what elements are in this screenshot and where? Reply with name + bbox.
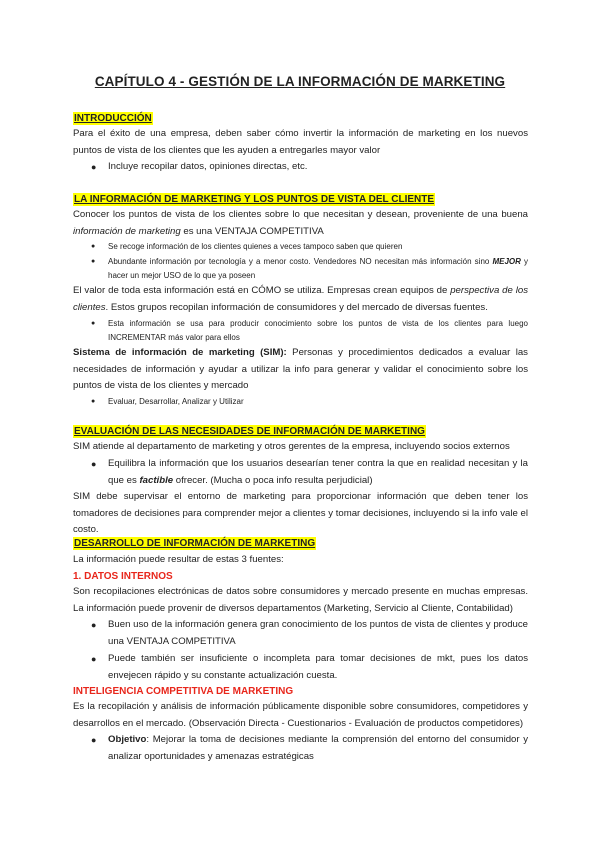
puntos-paragraph-1: [73, 207, 528, 240]
eval-bullet-1-bold-italic: factible: [139, 474, 174, 486]
desarrollo-bullet-3-text: : Mejorar la toma de decisiones mediante la comprensión del entorno del consumidor y analizar oportunidades y amenazas estratégicas: [108, 734, 528, 762]
desarrollo-bullet-3: [108, 732, 528, 765]
subheading-datos-internos: 1. DATOS INTERNOS: [73, 571, 173, 582]
sim-definition: [73, 345, 528, 395]
heading-introduccion: INTRODUCCIÓN: [74, 113, 152, 124]
bullet-icon: ●: [91, 735, 97, 745]
bullet-icon: ●: [91, 620, 97, 630]
puntos-bullet-4: Evaluar, Desarrollar, Analizar y Utilizar: [108, 397, 244, 406]
puntos-para2-text: El valor de toda esta información está en CÓMO se utiliza. Empresas crean equipos de: [73, 285, 451, 296]
eval-bullet-1-text-end: ofrecer. (Mucha o poca info resulta perjudicial): [173, 474, 373, 486]
desarrollo-paragraph-1: La información puede resultar de estas 3 fuentes:: [73, 554, 284, 565]
puntos-para2-italic: perspectiva de los clientes: [73, 285, 528, 313]
bullet-icon: ●: [91, 258, 96, 265]
bullet-icon: ●: [91, 162, 97, 172]
puntos-bullet-1: Se recoge información de los clientes quienes a veces tampoco saben que quieren: [108, 242, 403, 251]
heading-desarrollo-informacion: DESARROLLO DE INFORMACIÓN DE MARKETING: [74, 538, 316, 549]
heading-evaluacion-necesidades: EVALUACIÓN DE LAS NECESIDADES DE INFORMACIÓN DE MARKETING: [74, 426, 425, 437]
bullet-icon: ●: [91, 243, 96, 250]
puntos-bullet-2-text: Abundante información por tecnología y a menor costo. Vendedores NO necesitan más información sino: [108, 257, 493, 266]
desarrollo-bullet-1: Buen uso de la información genera gran conocimiento de los puntos de vista de clientes y produce una VENTAJA COMPETITIVA: [108, 619, 528, 647]
puntos-bullet-3: Esta información se usa para producir conocimiento sobre los puntos de vista de los clientes para luego INCREMENTAR más valor para ellos: [108, 319, 528, 342]
sim-definition-term: Sistema de información de marketing (SIM):: [73, 347, 287, 358]
bullet-icon: ●: [91, 320, 96, 327]
page-title: CAPÍTULO 4 - GESTIÓN DE LA INFORMACIÓN DE MARKETING: [94, 74, 506, 89]
bullet-icon: ●: [91, 654, 97, 664]
puntos-bullet-2: [108, 255, 528, 283]
eval-paragraph-2: SIM debe supervisar el entorno de marketing para proporcionar información que deben tener los tomadores de decisiones para comprender mejor a clientes y tomar decisiones, incluyendo si la info vale el costo.: [73, 491, 528, 535]
desarrollo-bullet-2: Puede también ser insuficiente o incompleta para tomar decisiones de mkt, pues los datos envejecen rápido y su constante actualización cuesta.: [108, 653, 528, 681]
puntos-para1-italic: información de marketing: [73, 225, 181, 237]
puntos-para1-text-end: es una VENTAJA COMPETITIVA: [180, 225, 324, 237]
puntos-para2-text-end: . Estos grupos recopilan información de consumidores y del mercado de diversas fuentes.: [105, 301, 488, 313]
subheading-inteligencia-competitiva: INTELIGENCIA COMPETITIVA DE MARKETING: [73, 686, 294, 697]
sim-definition-text: Personas y procedimientos dedicados a evaluar las necesidades de información y ayudar a utilizar la info para generar y validar el conocimiento sobre los puntos de vista de los clientes y mercado: [73, 347, 528, 391]
heading-informacion-puntos-vista: LA INFORMACIÓN DE MARKETING Y LOS PUNTOS DE VISTA DEL CLIENTE: [74, 194, 435, 205]
eval-bullet-1: [108, 456, 528, 489]
eval-bullet-1-text: Equilibra la información que los usuarios desearían tener contra la que en realidad necesitan y la que es: [108, 458, 528, 486]
bullet-icon: ●: [91, 398, 96, 405]
desarrollo-paragraph-2: Son recopilaciones electrónicas de datos sobre consumidores y mercado presente en muchas empresas. La información puede provenir de diversos departamentos (Marketing, Servicio al Cliente, Contabilidad): [73, 586, 528, 614]
puntos-bullet-2-text-end: y hacer un mejor USO de lo que ya poseen: [108, 257, 528, 280]
eval-paragraph-1: SIM atiende al departamento de marketing y otros gerentes de la empresa, incluyendo socios externos: [73, 441, 510, 452]
intro-bullet-1: Incluye recopilar datos, opiniones directas, etc.: [108, 161, 308, 172]
puntos-paragraph-2: [73, 283, 528, 316]
intro-paragraph: Para el éxito de una empresa, deben saber cómo invertir la información de marketing en los nuevos puntos de vista de los clientes que les ayuden a entregarles mayor valor: [73, 128, 528, 156]
desarrollo-bullet-3-term: Objetivo: [108, 734, 147, 745]
desarrollo-paragraph-3: Es la recopilación y análisis de información públicamente disponible sobre consumidores, competidores y desarrollos en el mercado. (Observación Directa - Cuestionarios - Evaluación de productos competidores): [73, 701, 528, 729]
puntos-para1-text: Conocer los puntos de vista de los clientes sobre lo que necesitan y desean, proveniente de una buena: [73, 209, 528, 220]
bullet-icon: ●: [91, 459, 97, 469]
puntos-bullet-2-bold: MEJOR: [492, 257, 521, 266]
